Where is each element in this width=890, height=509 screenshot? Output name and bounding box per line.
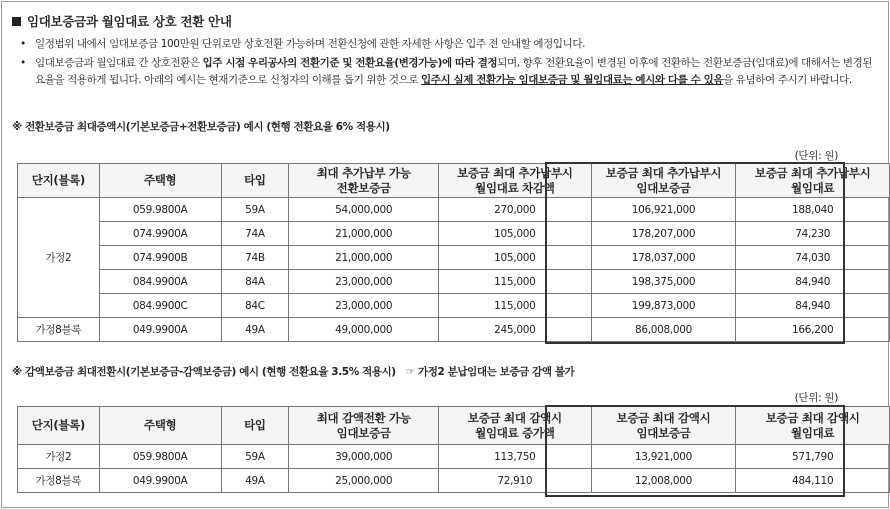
decrease-note: ☞ 가정2 분납임대는 보증금 감액 불가 [405,366,575,378]
table-cell: 84A [221,270,289,294]
table-cell: 049.9900A [99,318,221,342]
column-header: 단지(블록) [18,407,100,445]
table-cell: 049.9900A [99,469,221,493]
table-cell: 84,940 [736,294,890,318]
bullet-dot-icon: • [20,57,26,69]
table-cell: 21,000,000 [289,222,439,246]
table-cell: 115,000 [439,294,592,318]
table-cell: 13,921,000 [591,445,736,469]
increase-unit: (단위: 원) [794,150,838,162]
table-row [18,246,890,270]
table-cell: 245,000 [439,318,592,342]
square-bullet-icon [12,17,21,26]
table-row [18,318,890,342]
note-2: • 임대보증금과 월임대료 간 상호전환은 입주 시점 우리공사의 전환기준 및 전환요율(변경가능)에 따라 결정되며, 향후 전환요율이 변경된 이후에 전환하는 전환보증금(임대료)에 대해서는 변경된 요율을 적용하게 됩니다. 아래의 예시는 현재기준으로 신청자의 이해를 돕기 위한 것으로 입주시 실제 전환가능 임대보증금 및 월임대료는 예시와 다를 수 있음을 유념하여 주시기 바랍니다. [20,57,873,86]
table-cell: 가정8블록 [18,469,100,493]
increase-heading: ※ 전환보증금 최대증액시(기본보증금+전환보증금) 예시 (현행 전환요율 6% 적용시) [12,121,390,133]
table-cell: 105,000 [439,246,592,270]
table-cell: 가정2 [18,445,100,469]
table-cell: 12,008,000 [591,469,736,493]
table-cell: 49A [221,469,289,493]
table-cell: 074.9900B [99,246,221,270]
table-cell: 49,000,000 [289,318,439,342]
table-cell: 가정8블록 [18,318,100,342]
table-cell: 059.9800A [99,445,221,469]
bullet-dot-icon: • [20,38,26,50]
table-cell: 106,921,000 [591,198,736,222]
decrease-heading: ※ 감액보증금 최대전환시(기본보증금-감액보증금) 예시 (현행 전환요율 3.5% 적용시) ☞ 가정2 분납임대는 보증금 감액 불가 [12,366,575,378]
column-header: 보증금 최대 추가납부시 월임대료 차감액 [439,164,592,198]
table-cell: 84C [221,294,289,318]
column-header: 보증금 최대 감액시 월임대료 증가액 [439,407,592,445]
table-cell: 198,375,000 [591,270,736,294]
table-cell: 199,873,000 [591,294,736,318]
table-cell: 74,230 [736,222,890,246]
page-title: 임대보증금과 월임대료 상호 전환 안내 [12,12,232,30]
column-header: 타입 [221,407,289,445]
column-header: 단지(블록) [18,164,100,198]
column-header: 주택형 [99,407,221,445]
table-row [18,198,890,222]
table-cell: 84,940 [736,270,890,294]
table-cell: 115,000 [439,270,592,294]
column-header: 보증금 최대 추가납부시 월임대료 [736,164,890,198]
table-cell: 74B [221,246,289,270]
column-header: 보증금 최대 감액시 월임대료 [736,407,890,445]
column-header: 타입 [221,164,289,198]
table-cell: 74A [221,222,289,246]
table-cell: 가정2 [18,198,100,318]
decrease-unit: (단위: 원) [794,392,838,404]
table-cell: 166,200 [736,318,890,342]
table-cell: 21,000,000 [289,246,439,270]
table-cell: 059.9800A [99,198,221,222]
table-cell: 084.9900A [99,270,221,294]
table-row [18,222,890,246]
table-cell: 113,750 [439,445,592,469]
table-cell: 23,000,000 [289,294,439,318]
column-header: 최대 감액전환 가능 임대보증금 [289,407,439,445]
column-header: 보증금 최대 추가납부시 임대보증금 [591,164,736,198]
table-cell: 484,110 [736,469,890,493]
table-row [18,445,890,469]
table-cell: 188,040 [736,198,890,222]
table-cell: 59A [221,445,289,469]
note-1: • 일정범위 내에서 임대보증금 100만원 단위로만 상호전환 가능하며 전환신청에 관한 자세한 사항은 입주 전 안내할 예정입니다. [20,36,882,53]
table-cell: 270,000 [439,198,592,222]
increase-table [17,163,890,342]
table-cell: 23,000,000 [289,270,439,294]
decrease-table [17,406,890,493]
table-cell: 178,037,000 [591,246,736,270]
table-cell: 105,000 [439,222,592,246]
table-cell: 86,008,000 [591,318,736,342]
column-header: 주택형 [99,164,221,198]
table-row [18,294,890,318]
table-cell: 74,030 [736,246,890,270]
column-header: 최대 추가납부 가능 전환보증금 [289,164,439,198]
table-cell: 49A [221,318,289,342]
table-cell: 178,207,000 [591,222,736,246]
table-cell: 25,000,000 [289,469,439,493]
table-cell: 074.9900A [99,222,221,246]
table-cell: 54,000,000 [289,198,439,222]
table-row [18,469,890,493]
table-row [18,270,890,294]
table-cell: 59A [221,198,289,222]
column-header: 보증금 최대 감액시 임대보증금 [591,407,736,445]
table-cell: 72,910 [439,469,592,493]
table-cell: 571,790 [736,445,890,469]
table-cell: 084.9900C [99,294,221,318]
table-cell: 39,000,000 [289,445,439,469]
